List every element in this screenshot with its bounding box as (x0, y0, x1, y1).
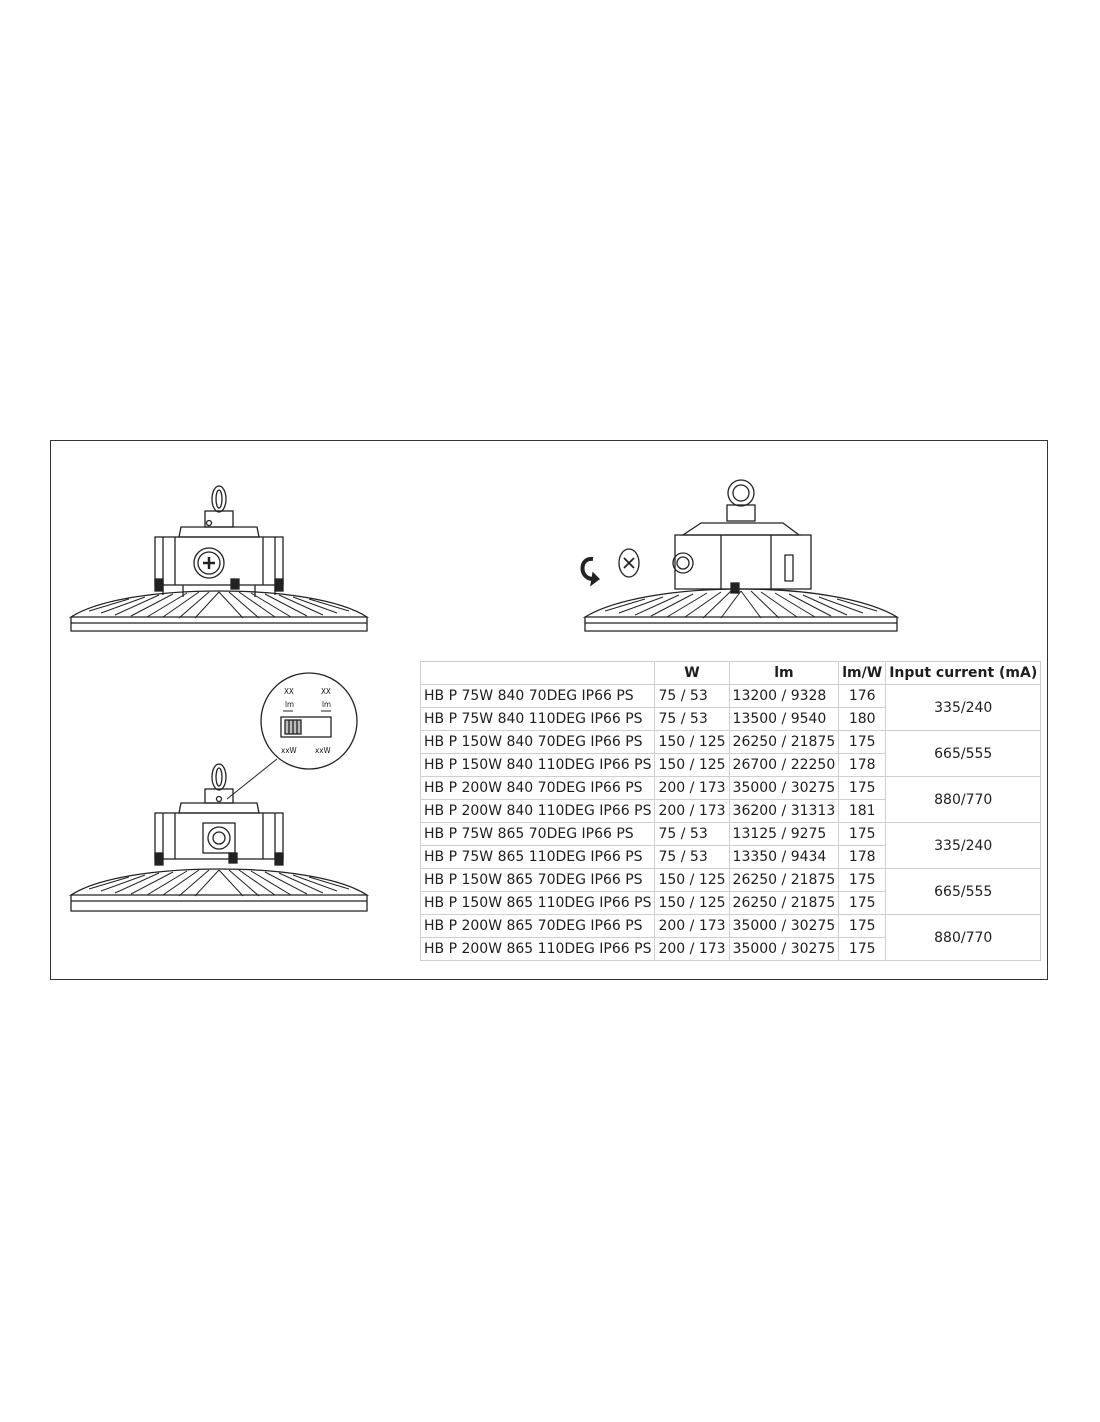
lumen-cell: 26700 / 22250 (729, 754, 839, 777)
model-cell: HB P 150W 865 70DEG IP66 PS (421, 869, 655, 892)
callout-lm-left-label: lm (285, 700, 295, 709)
product-sheet-frame (50, 440, 1048, 980)
model-cell: HB P 200W 865 110DEG IP66 PS (421, 938, 655, 961)
efficacy-cell: 178 (839, 754, 886, 777)
power-cell: 200 / 173 (655, 800, 729, 823)
model-cell: HB P 150W 865 110DEG IP66 PS (421, 892, 655, 915)
lumen-cell: 35000 / 30275 (729, 938, 839, 961)
header-lumen: lm (729, 662, 839, 685)
power-cell: 75 / 53 (655, 823, 729, 846)
callout-lm-right-label: lm (322, 700, 332, 709)
model-cell: HB P 200W 840 110DEG IP66 PS (421, 800, 655, 823)
lumen-cell: 13500 / 9540 (729, 708, 839, 731)
table-header-row (421, 662, 1041, 685)
model-cell: HB P 150W 840 110DEG IP66 PS (421, 754, 655, 777)
lumen-cell: 35000 / 30275 (729, 915, 839, 938)
header-input-current: Input current (mA) (886, 662, 1041, 685)
table-row (421, 915, 1041, 938)
table-row (421, 869, 1041, 892)
efficacy-cell: 175 (839, 892, 886, 915)
lumen-cell: 26250 / 21875 (729, 869, 839, 892)
efficacy-cell: 180 (839, 708, 886, 731)
luminaire-power-selector-drawing (59, 671, 389, 921)
input-current-cell: 880/770 (886, 915, 1041, 961)
model-cell: HB P 75W 840 110DEG IP66 PS (421, 708, 655, 731)
model-cell: HB P 75W 840 70DEG IP66 PS (421, 685, 655, 708)
input-current-cell: 665/555 (886, 731, 1041, 777)
efficacy-cell: 181 (839, 800, 886, 823)
header-model (421, 662, 655, 685)
efficacy-cell: 175 (839, 731, 886, 754)
lumen-cell: 26250 / 21875 (729, 892, 839, 915)
callout-bottom-right-label: xxW (315, 746, 331, 755)
power-cell: 200 / 173 (655, 915, 729, 938)
efficacy-cell: 175 (839, 869, 886, 892)
model-cell: HB P 150W 840 70DEG IP66 PS (421, 731, 655, 754)
input-current-cell: 880/770 (886, 777, 1041, 823)
lumen-cell: 13200 / 9328 (729, 685, 839, 708)
callout-top-right-label: XX (321, 687, 331, 696)
power-cell: 75 / 53 (655, 708, 729, 731)
lumen-cell: 35000 / 30275 (729, 777, 839, 800)
power-cell: 150 / 125 (655, 869, 729, 892)
callout-bottom-left-label: xxW (281, 746, 297, 755)
table-row (421, 685, 1041, 708)
header-efficacy: lm/W (839, 662, 886, 685)
specification-table (420, 661, 1041, 961)
lumen-cell: 13125 / 9275 (729, 823, 839, 846)
input-current-cell: 335/240 (886, 685, 1041, 731)
power-cell: 150 / 125 (655, 731, 729, 754)
table-body (421, 685, 1041, 961)
luminaire-front-view-drawing (59, 471, 379, 641)
efficacy-cell: 175 (839, 915, 886, 938)
model-cell: HB P 200W 865 70DEG IP66 PS (421, 915, 655, 938)
lumen-cell: 13350 / 9434 (729, 846, 839, 869)
lumen-cell: 36200 / 31313 (729, 800, 839, 823)
power-cell: 150 / 125 (655, 892, 729, 915)
callout-top-left-label: XX (284, 687, 294, 696)
table-row (421, 823, 1041, 846)
power-cell: 75 / 53 (655, 846, 729, 869)
power-cell: 150 / 125 (655, 754, 729, 777)
model-cell: HB P 75W 865 110DEG IP66 PS (421, 846, 655, 869)
power-cell: 200 / 173 (655, 777, 729, 800)
table-row (421, 731, 1041, 754)
model-cell: HB P 200W 840 70DEG IP66 PS (421, 777, 655, 800)
luminaire-cover-removal-drawing (571, 471, 901, 641)
lumen-cell: 26250 / 21875 (729, 731, 839, 754)
model-cell: HB P 75W 865 70DEG IP66 PS (421, 823, 655, 846)
input-current-cell: 665/555 (886, 869, 1041, 915)
table-row (421, 777, 1041, 800)
power-cell: 200 / 173 (655, 938, 729, 961)
power-cell: 75 / 53 (655, 685, 729, 708)
efficacy-cell: 178 (839, 846, 886, 869)
efficacy-cell: 175 (839, 938, 886, 961)
header-power: W (655, 662, 729, 685)
efficacy-cell: 175 (839, 777, 886, 800)
efficacy-cell: 175 (839, 823, 886, 846)
input-current-cell: 335/240 (886, 823, 1041, 869)
efficacy-cell: 176 (839, 685, 886, 708)
